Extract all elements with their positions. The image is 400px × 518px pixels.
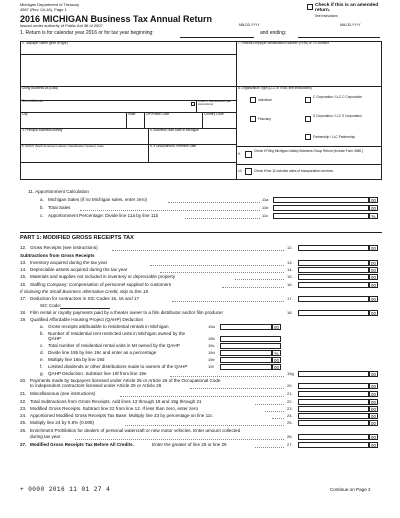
modified-gross-receipts-label: Modified Gross Receipts. Subtract line 22 from line 12. If less than zero, enter zero	[30, 405, 199, 411]
qahp-distributions-label: Limited dividends or other distributions made to owners of the QAHP	[48, 363, 188, 369]
dot-leader	[125, 425, 284, 426]
enrichment-prohibition-ref: 26.	[287, 433, 293, 439]
materials-supplies-field[interactable]	[298, 274, 369, 280]
tax-rate-product-ref: 25.	[287, 420, 293, 426]
partnership-checkbox[interactable]	[305, 134, 311, 140]
line20-number: 20.	[20, 377, 27, 383]
qahp-deduction-cents: 00	[369, 371, 378, 377]
qahp-gross-receipts-ref: 19a	[208, 323, 215, 329]
apportionment-c-letter: c.	[40, 213, 44, 218]
authority-text: Issued under authority of Public Act 36 of 2007.	[20, 23, 104, 28]
fein-field[interactable]	[238, 47, 380, 53]
line10-number: 10.	[238, 169, 243, 173]
discontinued-label: 6. If Discontinued, Effective Date	[150, 144, 197, 148]
see-instructions-note: See instructions	[315, 14, 338, 18]
qahp-distributions-cents: 00	[272, 364, 281, 370]
contractor-deduction-field[interactable]	[298, 296, 369, 302]
total-sales-field[interactable]	[273, 205, 369, 211]
apportionment-heading: 11. Apportionment Calculation	[28, 189, 89, 194]
dot-leader	[150, 265, 284, 266]
apportioned-tax-base-number: 24.	[20, 412, 27, 418]
materials-supplies-label: Materials and supplies not included in inventory or depreciable property	[30, 274, 176, 280]
line-11a-ref: 11a	[262, 197, 269, 202]
qahp-multiply-cents: 00	[272, 357, 281, 363]
qahp-restricted-units-letter: b.	[40, 330, 44, 336]
dot-leader	[272, 418, 284, 419]
s-corporation-checkbox[interactable]	[305, 116, 311, 122]
qahp-percentage-field[interactable]	[220, 350, 272, 356]
michigan-sales-label: Michigan Sales (if no Michigan sales, enter zero)	[48, 197, 148, 202]
zip-label: ZIP/Postal Code	[146, 112, 170, 116]
inventory-number: 13.	[20, 260, 27, 265]
dot-leader	[160, 272, 284, 273]
dot-leader	[120, 396, 284, 397]
qahp-distributions-ref: 19f	[208, 363, 214, 369]
inventory-cents: 00	[369, 260, 378, 266]
dot-leader	[112, 250, 284, 251]
dot-leader	[170, 376, 284, 377]
apportionment-pct-field[interactable]	[273, 213, 369, 219]
line12-number: 12.	[20, 245, 27, 250]
depreciable-assets-cents: 00	[369, 267, 378, 273]
department-name: Michigan Department of Treasury	[20, 2, 80, 7]
tax-before-credits-label: Modified Gross Receipts Tax Before All Credits.	[30, 441, 134, 447]
tax-rate-product-field[interactable]	[298, 420, 369, 426]
gross-receipts-ref: 12.	[287, 245, 293, 250]
qahp-percentage-label: Divide line 19b by line 19c and enter as a percentage	[48, 349, 157, 355]
new-address-checkbox[interactable]	[191, 102, 195, 106]
sic-code-field[interactable]	[60, 308, 110, 309]
qahp-percentage-pct: %	[272, 350, 281, 356]
depreciable-assets-label: Depreciable assets acquired during the tax year	[30, 267, 128, 273]
enrichment-label-2: during tax year	[30, 433, 61, 439]
qahp-gross-receipts-label: Gross receipts attributable to residential rentals in Michigan	[48, 323, 169, 329]
staffing-compensation-field[interactable]	[298, 282, 369, 288]
qahp-distributions-field[interactable]	[220, 364, 272, 370]
sic-code-label: SIC Code:	[40, 302, 62, 308]
occupational-payments-field[interactable]	[298, 383, 369, 389]
dot-leader	[255, 447, 284, 448]
dot-leader	[222, 287, 284, 288]
qahp-total-units-label: Total number of residential rental units in MI owned by the QAHP	[48, 342, 180, 348]
unitary-group-checkbox[interactable]	[245, 151, 252, 158]
total-sales-cents: 00	[369, 205, 378, 211]
individual-checkbox[interactable]	[250, 97, 256, 103]
naics-label: 5. NAICS (North American Industry Classification System) Code	[22, 144, 104, 148]
inventory-label: Inventory acquired during the tax year	[30, 260, 108, 265]
street-address-label: Street Address	[22, 99, 43, 103]
tax-rate-product-number: 25.	[20, 420, 27, 426]
miscellaneous-number: 21.	[20, 391, 27, 397]
principal-activity-label: 3. Principal Business Activity	[22, 128, 63, 132]
form-title: 2016 MICHIGAN Business Tax Annual Return	[20, 14, 213, 24]
miscellaneous-ref: 21.	[287, 391, 293, 397]
line-11b-ref: 11b	[262, 205, 269, 210]
staffing-compensation-ref: 16.	[287, 281, 293, 287]
apportioned-tax-base-label: Apportioned Modified Gross Receipts Tax Base: Multiply line 23 by percentage on line 11c	[30, 412, 213, 418]
staffing-compensation-cents: 00	[369, 282, 378, 288]
dot-leader	[190, 388, 284, 389]
enrichment-prohibition-cents: 00	[369, 434, 378, 440]
qahp-multiply-ref: 19e	[208, 356, 215, 362]
new-address-label: Check if new address (see instructions)	[198, 99, 231, 107]
inventory-field[interactable]	[298, 260, 369, 266]
fein-label: 7. Federal Employer Identification Number (FEIN) or TR Number	[238, 41, 329, 45]
line18-number: 18.	[20, 309, 27, 315]
part1-heading: PART 1: MODIFIED GROSS RECEIPTS TAX	[20, 235, 134, 241]
taxpayer-name-label: 2. Taxpayer Name (print or type)	[22, 41, 68, 45]
fiduciary-checkbox[interactable]	[250, 116, 256, 122]
apportionment-a-letter: a.	[40, 197, 44, 202]
apportionment-b-letter: b.	[40, 205, 44, 210]
qahp-restricted-units-field[interactable]	[220, 336, 281, 342]
occupational-payments-label-1: Payments made by taxpayers licensed under Article 25 or Article 26 of the Occupational Code	[30, 377, 221, 383]
partnership-label: Partnership / LLC Partnership	[313, 135, 355, 139]
barcode-number: + 0000 2016 11 01 27 4	[20, 486, 111, 493]
total-subtractions-cents: 00	[369, 399, 378, 405]
taxpayer-name-field[interactable]	[22, 47, 234, 53]
amended-return-checkbox[interactable]	[307, 4, 313, 10]
qahp-restricted-units-ref: 19b	[208, 335, 215, 341]
depreciable-assets-ref: 14.	[287, 267, 293, 273]
transportation-services-label: Check if line 11 includes sales of transportation services.	[254, 169, 334, 173]
subtractions-heading: Subtractions from Gross Receipts	[20, 253, 95, 258]
qahp-gross-receipts-cents: 00	[272, 324, 281, 330]
qahp-total-units-field[interactable]	[220, 343, 281, 349]
tax-before-credits-cents: 00	[369, 442, 378, 448]
qahp-multiply-letter: e.	[40, 356, 44, 362]
small-business-note: If claiming the Small Business Alternative Credit, skip to line 18	[20, 288, 149, 294]
film-rental-ref: 18.	[287, 309, 293, 315]
continue-note: Continue on Page 2	[330, 487, 371, 492]
total-subtractions-ref: 22.	[287, 398, 293, 404]
tax-before-credits-field[interactable]	[298, 442, 369, 448]
enrichment-prohibition-field[interactable]	[298, 434, 369, 440]
line9-number: 9.	[238, 152, 241, 156]
fiduciary-label: Fiduciary	[258, 117, 271, 121]
miscellaneous-field[interactable]	[298, 391, 369, 397]
individual-label: Individual	[258, 98, 272, 102]
qahp-total-units-letter: c.	[40, 342, 44, 348]
and-ending-label: and ending:	[260, 30, 287, 36]
amended-return-label: Check if this is an amended return.	[315, 3, 379, 14]
tax-rate-product-label: Multiply line 24 by 0.8% (0.008)	[30, 420, 95, 426]
qahp-percentage-letter: d.	[40, 349, 44, 355]
qahp-deduction-field[interactable]	[298, 371, 369, 377]
city-label: City	[22, 112, 28, 116]
gross-receipts-label: Gross Receipts (see instructions)	[30, 245, 98, 250]
total-subtractions-number: 22.	[20, 398, 27, 404]
dot-leader	[75, 439, 284, 440]
total-sales-label: Total Sales	[48, 205, 71, 210]
line-11c-ref: 11c	[262, 213, 269, 218]
dot-leader	[255, 404, 284, 405]
miscellaneous-label: Miscellaneous (see instructions)	[30, 391, 96, 397]
gross-receipts-field[interactable]	[298, 245, 369, 251]
modified-gross-receipts-cents: 00	[369, 406, 378, 412]
country-code-label: Country Code	[204, 112, 224, 116]
qahp-gross-receipts-letter: a.	[40, 323, 44, 329]
modified-gross-receipts-ref: 23.	[287, 405, 293, 411]
inventory-ref: 13.	[287, 260, 293, 265]
line27-number: 27.	[20, 441, 27, 447]
end-date-field[interactable]	[298, 37, 380, 38]
dot-leader	[235, 279, 284, 280]
tax-before-credits-instruction: Enter the greater of line 25 or line 26	[152, 441, 227, 447]
staffing-compensation-number: 16.	[20, 281, 27, 287]
unitary-group-label: Check if Filing Michigan Unitary Business Group Return (Include Form 4580.)	[254, 149, 364, 153]
c-corporation-label: C Corporation / LLC C Corporation	[313, 95, 363, 99]
materials-supplies-ref: 15.	[287, 274, 293, 280]
form-number: 4567 (Rev. 04-16), Page 1	[20, 7, 67, 12]
qahp-restricted-units-label: Number of residential rent restricted units in Michigan owned by the QAHP	[48, 330, 186, 341]
qahp-label: Qualified Affordable Housing Project (QAHP) Deduction	[30, 316, 144, 322]
begin-date-field[interactable]	[180, 37, 254, 38]
dba-field[interactable]	[22, 92, 234, 98]
apportioned-tax-base-field[interactable]	[298, 413, 369, 419]
miscellaneous-cents: 00	[369, 391, 378, 397]
materials-supplies-cents: 00	[369, 274, 378, 280]
depreciable-assets-field[interactable]	[298, 267, 369, 273]
michigan-sales-field[interactable]	[273, 197, 369, 203]
date-format-end: MM-DD-YYYY	[340, 23, 361, 27]
qahp-deduction-label: QAHP Deduction. Subtract line 19f from line 19e	[48, 370, 147, 376]
depreciable-assets-number: 14.	[20, 267, 27, 273]
state-label: State	[128, 112, 136, 116]
materials-supplies-number: 15.	[20, 274, 27, 280]
contractor-deduction-label: Deduction for contractors in SIC Codes 15, 16 and 17	[30, 295, 140, 301]
line26-number: 26.	[20, 428, 27, 434]
apportionment-pct-label: Apportionment Percentage: Divide line 11a by line 11b	[48, 213, 159, 218]
modified-gross-receipts-number: 23.	[20, 405, 27, 411]
tax-before-credits-ref: 27.	[287, 441, 293, 447]
apportioned-tax-base-ref: 24.	[287, 412, 293, 418]
staffing-compensation-label: Staffing Company: Compensation of personnel supplied to customers	[30, 281, 172, 287]
qahp-multiply-label: Multiply line 19a by line 19d	[48, 356, 105, 362]
qahp-percentage-ref: 19d	[208, 349, 215, 355]
film-rental-label: Film rental or royalty payments paid by a theater owner to a film distributor and/or film producer	[30, 309, 224, 315]
qahp-deduction-letter: g.	[40, 370, 44, 376]
qahp-gross-receipts-field[interactable]	[220, 324, 272, 330]
film-rental-field[interactable]	[298, 310, 369, 316]
occupational-payments-cents: 00	[369, 383, 378, 389]
return-period-label: 1. Return is for calendar year 2016 or for tax year beginning:	[20, 30, 154, 36]
dot-leader	[172, 301, 284, 302]
occupational-payments-label-2: to independent contractors licensed under Article 25 or Article 26	[30, 383, 162, 389]
gross-receipts-cents: 00	[369, 245, 378, 251]
enrichment-label-1: Enrichment Prohibition for dealers of personal watercraft or new motor vehicles. Enter amount collected	[30, 428, 241, 434]
line17-number: 17.	[20, 295, 27, 301]
taxpayer-info-section	[20, 41, 382, 180]
modified-gross-receipts-field[interactable]	[298, 406, 369, 412]
total-subtractions-label: Total Subtractions from Gross Receipts. Add lines 13 through 18 and 19g through 21	[30, 398, 202, 404]
c-corporation-checkbox[interactable]	[305, 97, 311, 103]
date-format-begin: MM-DD-YYYY	[239, 23, 260, 27]
apportioned-tax-base-cents: 00	[369, 413, 378, 419]
contractor-deduction-cents: 00	[369, 296, 378, 302]
qahp-deduction-ref: 19g	[287, 370, 294, 376]
qahp-total-units-ref: 19c	[208, 342, 215, 348]
tax-rate-product-cents: 00	[369, 420, 378, 426]
dot-leader	[265, 411, 284, 412]
dba-label: Doing Business As (DBA)	[22, 86, 59, 90]
film-rental-cents: 00	[369, 310, 378, 316]
total-subtractions-field[interactable]	[298, 399, 369, 405]
qahp-distributions-letter: f.	[40, 363, 43, 369]
line19-number: 19.	[20, 316, 27, 322]
occupational-payments-ref: 20.	[287, 383, 293, 389]
contractor-deduction-ref: 17.	[287, 295, 293, 301]
michigan-sales-cents: 00	[369, 197, 378, 203]
org-type-label: 8. Organization Type (LLC or Trust, see instructions)	[238, 86, 312, 90]
apportionment-pct-symbol: %	[369, 213, 378, 219]
start-date-label: 4. Business Start Date in Michigan	[150, 128, 199, 132]
qahp-multiply-field[interactable]	[220, 357, 272, 363]
transportation-services-checkbox[interactable]	[245, 168, 252, 175]
s-corporation-label: S Corporation / LLC S Corporation	[313, 114, 362, 118]
